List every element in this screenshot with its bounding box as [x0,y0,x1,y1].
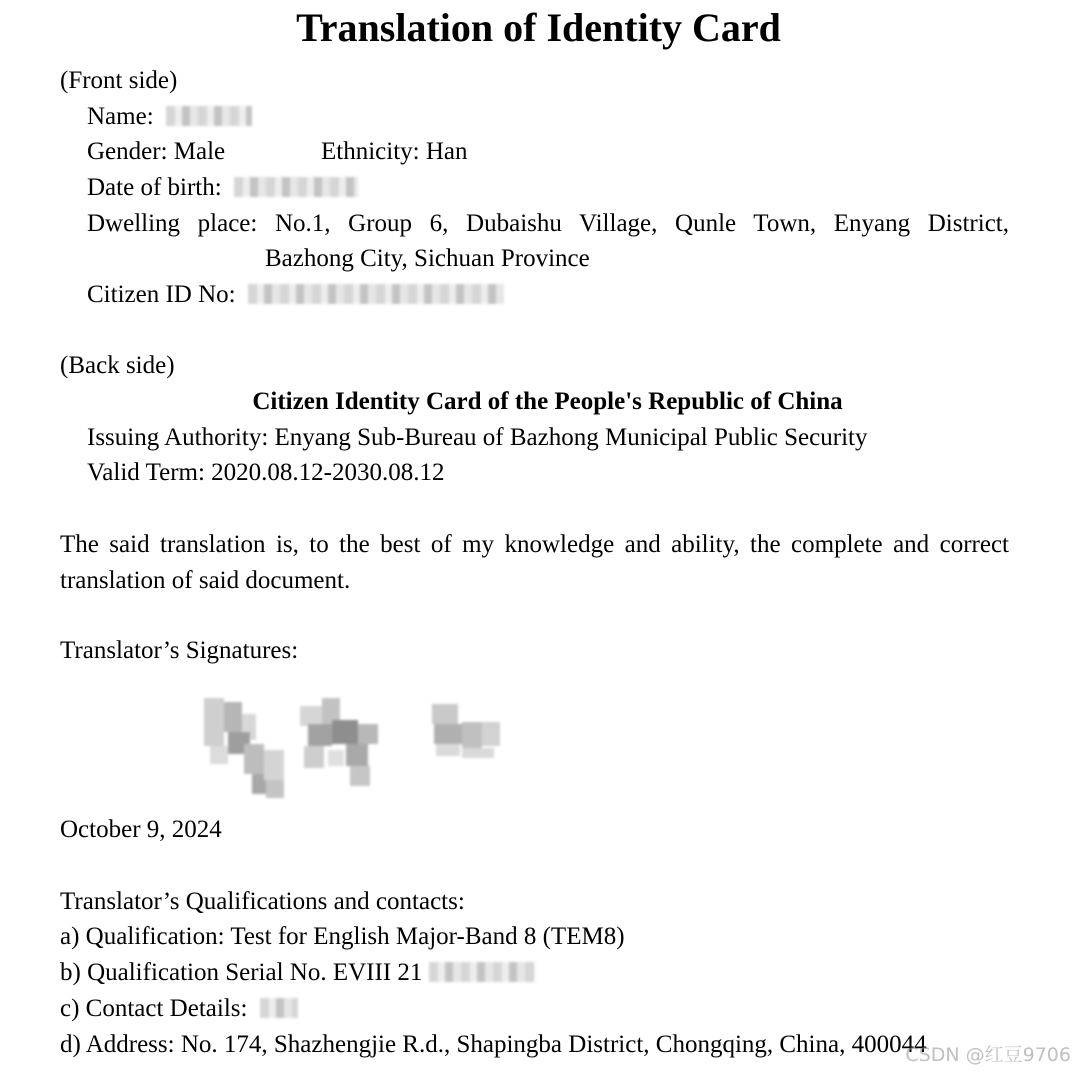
issuing-authority: Issuing Authority: Enyang Sub-Bureau of Bazhong Municipal Public Security [87,424,868,451]
qualification-item-b: b) Qualification Serial No. EVIII 21 [60,959,423,986]
dob-row [87,171,358,205]
dwelling-place-line2: Bazhong City, Sichuan Province [265,245,590,272]
serial-number-redacted [429,962,535,982]
name-label: Name: [87,103,154,130]
back-side-heading: (Back side) [60,352,175,379]
qualification-item-c: c) Contact Details: [60,995,248,1022]
qualification-item-c-row [60,992,298,1026]
csdn-watermark: CSDN @红豆9706 [905,1044,1071,1066]
dob-label: Date of birth: [87,174,222,201]
name-row [87,100,252,134]
signatures-label: Translator’s Signatures: [60,637,299,664]
citizen-id-label: Citizen ID No: [87,281,236,308]
qualification-item-b-row [60,956,535,990]
name-redacted [166,106,252,126]
signature-date: October 9, 2024 [60,816,222,843]
qualification-item-a: a) Qualification: Test for English Major-Band 8 (TEM8) [60,923,625,950]
valid-term: Valid Term: 2020.08.12-2030.08.12 [87,459,445,486]
declaration-line1: The said translation is, to the best of my knowledge and ability, the complete and correct [60,531,1009,558]
dob-redacted [234,177,358,197]
front-side-heading: (Front side) [60,67,178,94]
translator-signature-pixelated [200,692,520,804]
document-title: Translation of Identity Card [296,5,781,50]
dwelling-place-line1: Dwelling place: No.1, Group 6, Dubaishu Village, Qunle Town, Enyang District, [87,210,1009,237]
citizen-id-redacted [248,284,504,304]
declaration-line2: translation of said document. [60,567,351,594]
contact-details-redacted [260,998,298,1018]
citizen-id-row [87,278,504,312]
qualification-item-d: d) Address: No. 174, Shazhengjie R.d., Shapingba District, Chongqing, China, 400044 [60,1031,927,1058]
qualifications-heading: Translator’s Qualifications and contacts: [60,888,465,915]
ethnicity-field: Ethnicity: Han [321,138,468,165]
gender-field: Gender: Male [87,138,226,165]
card-title: Citizen Identity Card of the People's Republic of China [252,388,843,415]
